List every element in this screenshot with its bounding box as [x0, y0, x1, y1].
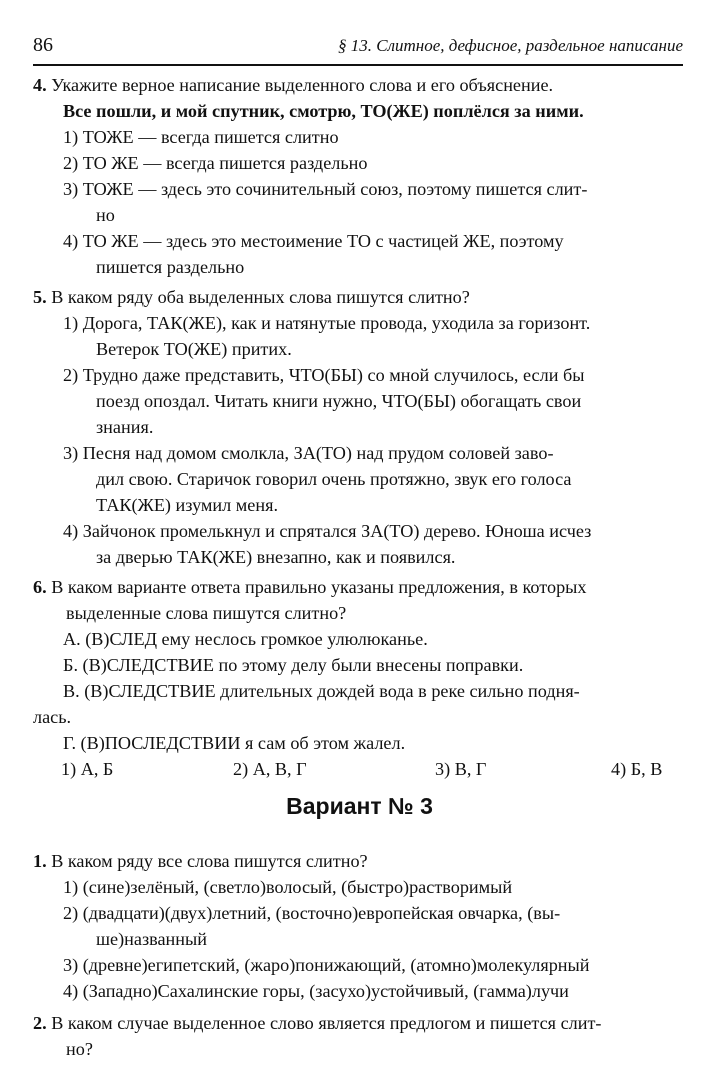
option-number: 1) — [63, 877, 79, 897]
option-text-line: за дверью ТАК(ЖЕ) внезапно, как и появился. — [96, 547, 456, 567]
option-number: 1) — [63, 127, 79, 147]
answer-option-4: 4) Б, В — [611, 759, 663, 779]
option-1 — [33, 874, 688, 900]
option-number: 1) — [63, 313, 79, 333]
item-g: Г. (В)ПОСЛЕДСТВИИ я сам об этом жалел. — [63, 733, 406, 753]
option-text-line: ТАК(ЖЕ) изумил меня. — [96, 495, 279, 515]
option-number: 3) — [63, 179, 79, 199]
option-text: Трудно даже представить, ЧТО(БЫ) со мной случилось, если бы — [82, 365, 585, 385]
option-text: (древне)египетский, (жаро)понижающий, (атомно)молекулярный — [82, 955, 590, 975]
question-5-prompt — [33, 284, 688, 310]
option-text: Дорога, ТАК(ЖЕ), как и натянутые провода, уходила за горизонт. — [82, 313, 591, 333]
option-4-continuation: пишется раздельно — [96, 257, 245, 277]
question-1-prompt — [33, 848, 688, 874]
question-text: В каком ряду оба выделенных слова пишутся слитно? — [51, 287, 470, 307]
question-text: В каком случае выделенное слово является предлогом и пишется слит- — [51, 1013, 602, 1033]
question-4-prompt — [33, 72, 688, 98]
option-text: ТОЖЕ — всегда пишется слитно — [82, 127, 339, 147]
option-text-line: дил свою. Старичок говорил очень протяжно, звук его голоса — [96, 469, 572, 489]
question-text: Укажите верное написание выделенного слова и его объяснение. — [51, 75, 554, 95]
option-text-line: Ветерок ТО(ЖЕ) притих. — [96, 339, 292, 359]
section-title: § 13. Слитное, дефисное, раздельное написание — [337, 36, 683, 55]
option-3-continuation: но — [96, 205, 115, 225]
option-text: Песня над домом смолкла, ЗА(ТО) над прудом соловей заво- — [82, 443, 554, 463]
answer-option-2: 2) А, В, Г — [233, 759, 307, 779]
item-v-continuation: лась. — [33, 707, 72, 727]
option-number: 4) — [63, 521, 79, 541]
option-4 — [33, 978, 688, 1004]
option-text-line: знания. — [96, 417, 154, 437]
option-text-line: поезд опоздал. Читать книги нужно, ЧТО(БЫ) обогащать свои — [96, 391, 582, 411]
option-text: ТОЖЕ — здесь это сочинительный союз, поэтому пишется слит- — [82, 179, 588, 199]
option-number: 3) — [63, 443, 79, 463]
option-4 — [33, 518, 688, 544]
option-1 — [33, 310, 688, 336]
question-4 — [33, 72, 688, 280]
option-text: ТО ЖЕ — всегда пишется раздельно — [82, 153, 368, 173]
option-4 — [33, 228, 688, 254]
question-number: 2. — [33, 1013, 47, 1033]
item-a: А. (В)СЛЕД ему неслось громкое улюлюканье. — [63, 629, 428, 649]
answer-option-3: 3) В, Г — [435, 759, 487, 779]
question-5 — [33, 284, 688, 570]
item-v: В. (В)СЛЕДСТВИЕ длительных дождей вода в реке сильно подня- — [63, 681, 580, 701]
option-2 — [33, 900, 688, 926]
running-header — [33, 30, 683, 66]
option-number: 3) — [63, 955, 79, 975]
question-text-line: но? — [66, 1039, 93, 1059]
question-number: 1. — [33, 851, 47, 871]
option-3 — [33, 176, 688, 202]
option-number: 2) — [63, 153, 79, 173]
option-2 — [33, 362, 688, 388]
option-number: 2) — [63, 365, 79, 385]
option-3 — [33, 952, 688, 978]
option-number: 4) — [63, 981, 79, 1001]
answer-option-1: 1) А, Б — [61, 759, 114, 779]
variant3-question-2 — [33, 1010, 688, 1062]
option-number: 2) — [63, 903, 79, 923]
question-4-sentence: Все пошли, и мой спутник, смотрю, ТО(ЖЕ) поплёлся за ними. — [63, 101, 584, 121]
option-3 — [33, 440, 688, 466]
answer-options — [33, 756, 688, 782]
option-2 — [33, 150, 688, 176]
question-number: 5. — [33, 287, 47, 307]
question-text: В каком ряду все слова пишутся слитно? — [51, 851, 368, 871]
question-number: 6. — [33, 577, 47, 597]
question-text-line: выделенные слова пишутся слитно? — [66, 603, 347, 623]
question-text: В каком варианте ответа правильно указаны предложения, в которых — [51, 577, 587, 597]
question-6-prompt — [33, 574, 688, 600]
option-text: (сине)зелёный, (светло)волосый, (быстро)растворимый — [82, 877, 513, 897]
variant-title: Вариант № 3 — [286, 793, 433, 819]
option-text: (Западно)Сахалинские горы, (засухо)устойчивый, (гамма)лучи — [82, 981, 569, 1001]
option-1 — [33, 124, 688, 150]
question-2-prompt — [33, 1010, 688, 1036]
page-number: 86 — [33, 34, 53, 56]
item-b: Б. (В)СЛЕДСТВИЕ по этому делу были внесены поправки. — [63, 655, 524, 675]
question-number: 4. — [33, 75, 47, 95]
option-number: 4) — [63, 231, 79, 251]
option-text: (двадцати)(двух)летний, (восточно)европейская овчарка, (вы- — [82, 903, 561, 923]
question-6 — [33, 574, 688, 782]
option-text-line: ше)названный — [96, 929, 207, 949]
option-text: ТО ЖЕ — здесь это местоимение ТО с частицей ЖЕ, поэтому — [82, 231, 564, 251]
variant3-question-1 — [33, 848, 688, 1004]
option-text: Зайчонок промелькнул и спрятался ЗА(ТО) дерево. Юноша исчез — [82, 521, 592, 541]
